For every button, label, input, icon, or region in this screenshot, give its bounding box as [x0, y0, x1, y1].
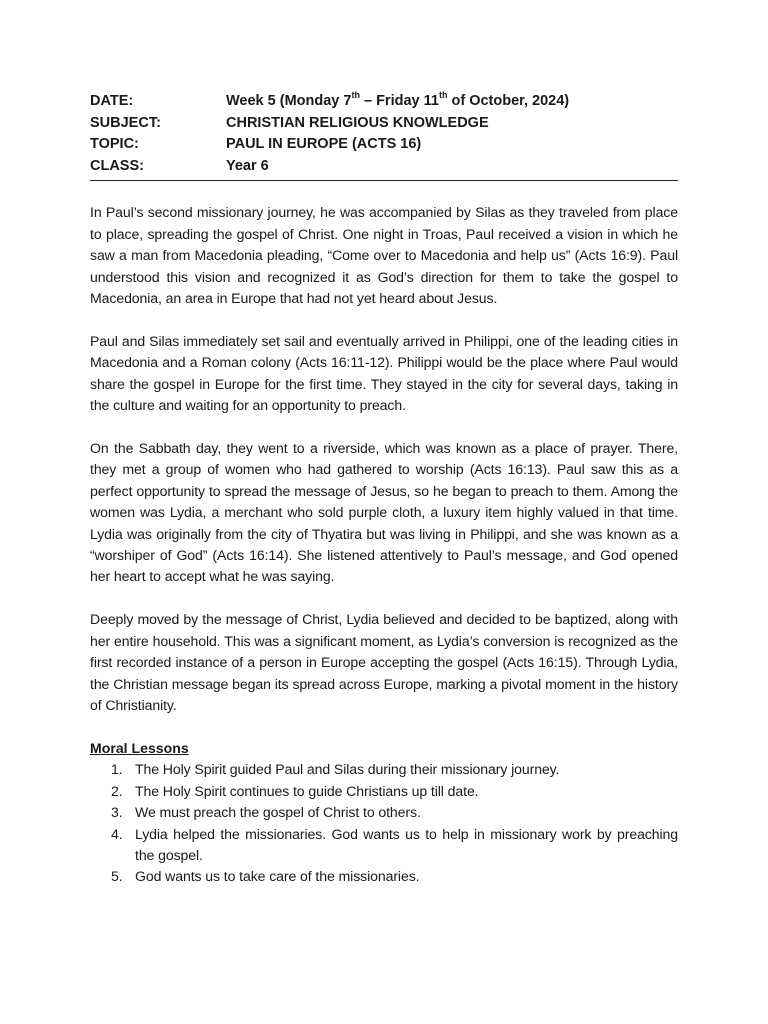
class-row [90, 156, 678, 178]
topic-row [90, 134, 678, 156]
list-item [90, 781, 678, 802]
document-page [90, 91, 678, 888]
list-item-number: 5. [111, 868, 123, 885]
list-item-number: 3. [111, 804, 123, 821]
subject-value: CHRISTIAN RELIGIOUS KNOWLEDGE [226, 114, 489, 131]
list-item-text: The Holy Spirit continues to guide Christians up till date. [135, 782, 479, 799]
list-item-text: We must preach the gospel of Christ to others. [135, 804, 421, 821]
topic-label: TOPIC: [90, 136, 139, 153]
subject-label: SUBJECT: [90, 114, 161, 131]
date-label: DATE: [90, 93, 134, 109]
list-item-text: The Holy Spirit guided Paul and Silas during their missionary journey. [135, 761, 560, 778]
list-item [90, 866, 678, 887]
list-item-text: God wants us to take care of the missionaries. [135, 868, 420, 885]
list-item [90, 802, 678, 823]
date-value: Week 5 (Monday 7th – Friday 11th of October, 2024) [226, 90, 570, 109]
paragraph: Paul and Silas immediately set sail and eventually arrived in Philippi, one of the leading cities in Macedonia and a Roman colony (Acts 16:11-12). Philippi would be the place where Paul would share the gospel in Europe for the first time. They stayed in the city for several days, taking in the culture and waiting for an opportunity to preach. [90, 332, 678, 414]
list-item-number: 4. [111, 825, 123, 842]
list-item-number: 1. [111, 761, 123, 778]
moral-lessons-heading: Moral Lessons [90, 739, 189, 756]
class-label: CLASS: [90, 157, 144, 174]
paragraph: On the Sabbath day, they went to a riverside, which was known as a place of prayer. There, they met a group of women who had gathered to worship (Acts 16:13). Paul saw this as a perfect opportunity to spread the message of Jesus, so he began to preach to them. Among the women was Lydia, a merchant who sold purple cloth, a luxury item highly valued in that time. Lydia was originally from the city of Thyatira but was living in Philippi, and she was known as a “worshiper of God” (Acts 16:14). She listened attentively to Paul’s message, and God opened her heart to accept what he was saying. [90, 440, 678, 585]
paragraph: Deeply moved by the message of Christ, Lydia believed and decided to be baptized, along with her entire household. This was a significant moment, as Lydia’s conversion is recognized as the first recorded instance of a person in Europe accepting the gospel (Acts 16:15). Through Lydia, the Christian message began its spread across Europe, marking a pivotal moment in the history of Christianity. [90, 611, 678, 713]
list-item [90, 759, 678, 780]
list-item-text: Lydia helped the missionaries. God wants us to help in missionary work by preaching the gospel. [135, 825, 678, 863]
lesson-body [90, 202, 678, 887]
topic-value: PAUL IN EUROPE (ACTS 16) [226, 136, 422, 153]
list-item [90, 824, 678, 867]
class-value: Year 6 [226, 157, 269, 174]
list-item-number: 2. [111, 782, 123, 799]
subject-row [90, 113, 678, 135]
date-row [90, 91, 678, 113]
moral-lessons-list [90, 759, 678, 887]
paragraph: In Paul’s second missionary journey, he was accompanied by Silas as they traveled from place to place, spreading the gospel of Christ. One night in Troas, Paul received a vision in which he saw a man from Macedonia pleading, “Come over to Macedonia and help us” (Acts 16:9). Paul understood this vision and recognized it as God’s direction for them to take the gospel to Macedonia, an area in Europe that had not yet heard about Jesus. [90, 204, 678, 306]
lesson-header [90, 91, 678, 181]
